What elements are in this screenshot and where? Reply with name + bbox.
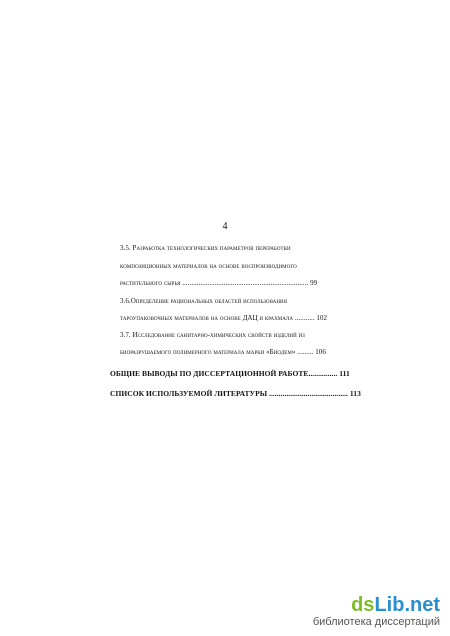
toc-entry-3-5-line-2: композиционных материалов на основе воспроизводимого	[120, 262, 297, 270]
toc-entry-3-6-line-1: 3.6.Определение рациональных областей использования	[120, 297, 288, 305]
dslib-watermark	[313, 595, 440, 628]
toc-entry-3-7-line-1: 3.7. Исследование санитарно-химических свойств изделий из	[120, 331, 305, 339]
dslib-logo: dsLib.net	[351, 594, 440, 616]
toc-entry-3-5-line-1: 3.5. Разработка технологических параметров переработки	[120, 244, 291, 252]
toc-entry-3-7-line-2: биоразрушаемого полимерного материала марки «Биодем» ......... 106	[120, 348, 326, 356]
toc-entry-3-5-line-3: растительного сырья ...................................................................... 99	[120, 279, 318, 287]
toc-entry-3-6-line-2: тароупаковочных материалов на основе ДАЦ и крахмала ........... 102	[120, 314, 328, 322]
dslib-subtitle: библиотека диссертаций	[312, 616, 440, 628]
toc-entry-general-conclusions: ОБЩИЕ ВЫВОДЫ ПО ДИССЕРТАЦИОННОЙ РАБОТЕ............... 111	[110, 369, 350, 378]
page-number: 4	[222, 221, 228, 232]
toc-entry-references: СПИСОК ИСПОЛЬЗУЕМОЙ ЛИТЕРАТУРЫ ......................................... 113	[110, 389, 361, 398]
